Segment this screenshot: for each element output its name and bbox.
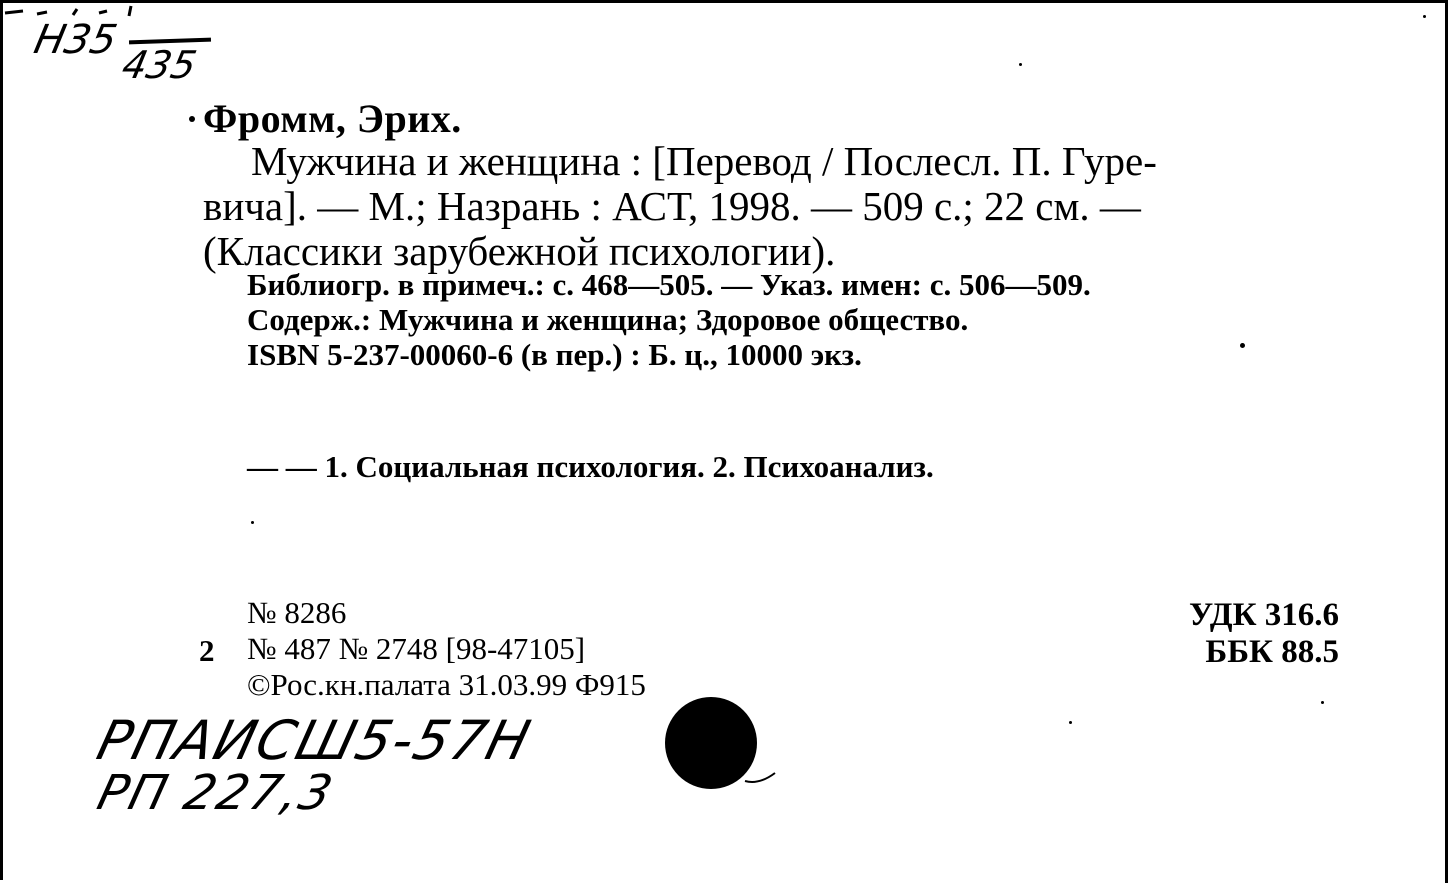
subject-headings: — — 1. Социальная психология. 2. Психоанализ. [247,449,934,484]
handwritten-scribble [3,3,143,17]
copies-count: 2 [199,633,215,668]
scan-speck [1019,63,1022,66]
udk-code: УДК 316.6 [1188,597,1339,633]
handwritten-shelf-number: 435 [118,43,201,87]
scan-speck [1240,343,1245,348]
registration-numbers [247,595,646,703]
isbn-note: ISBN 5-237-00060-6 (в пер.) : Б. ц., 10000 экз. [247,337,862,372]
classification-codes [1143,597,1339,671]
registration-number: № 8286 [247,595,347,630]
bibliography-note: Библиогр. в примеч.: с. 468—505. — Указ. имен: с. 506—509. [247,267,1091,302]
scan-speck [1423,15,1426,18]
registration-number: № 487 № 2748 [98-47105] [247,631,586,666]
title-line: вича]. — М.; Назрань : АСТ, 1998. — 509 с.; 22 см. — [203,183,1141,229]
title-line: (Классики зарубежной психологии). [203,228,836,274]
bullet-dot [189,116,195,122]
chamber-stamp-line: ©Рос.кн.палата 31.03.99 Ф915 [247,667,646,702]
scan-speck [1069,721,1072,724]
handwritten-index-line-2: РП 227,3 [92,765,340,821]
handwritten-index-line-1: РПАИСШ5-57Н [91,709,538,772]
handwritten-shelf-mark: Н35 [30,17,121,63]
notes-block [247,267,1091,372]
bbk-code: ББК 88.5 [1205,634,1339,670]
hole-tear-mark [743,767,777,787]
scan-speck [251,521,254,524]
title-line: Мужчина и женщина : [Перевод / Послесл. П. Гуре- [251,138,1157,184]
contents-note: Содерж.: Мужчина и женщина; Здоровое общество. [247,302,969,337]
bibliographic-description [203,139,1343,274]
scan-speck [1321,701,1324,704]
author-heading: Фромм, Эрих. [203,96,462,141]
